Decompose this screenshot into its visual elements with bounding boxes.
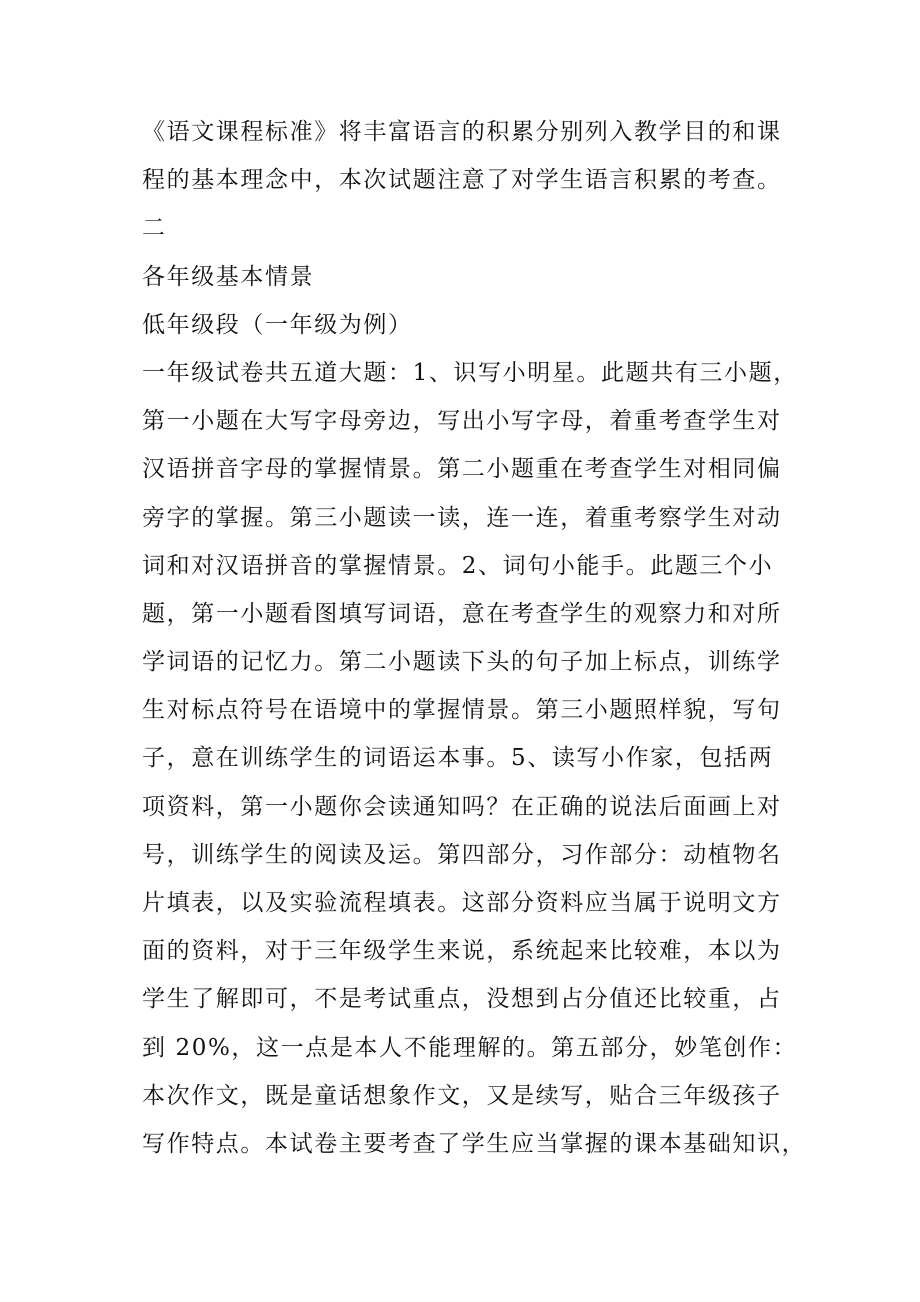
text-line: 子，意在训练学生的词语运本事。5、读写小作家，包括两 bbox=[142, 745, 774, 772]
text-line: 《语文课程标准》将丰富语言的积累分别列入教学目的和课 bbox=[142, 119, 782, 145]
text-line: 第一小题在大写字母旁边，写出小写字母，着重考查学生对 bbox=[142, 408, 782, 435]
text-line: 学生了解即可，不是考试重点，没想到占分值还比较重，占 bbox=[142, 986, 782, 1013]
text-line: 题，第一小题看图填写词语，意在考查学生的观察力和对所 bbox=[142, 600, 782, 627]
text-line: 本次作文，既是童话想象作文，又是续写，贴合三年级孩子 bbox=[142, 1082, 782, 1109]
text-line: 号，训练学生的阅读及运。第四部分，习作部分：动植物名 bbox=[142, 841, 782, 868]
text-line: 程的基本理念中，本次试题注意了对学生语言积累的考查。 bbox=[142, 167, 782, 194]
document-body-text bbox=[142, 108, 807, 1168]
text-line: 项资料，第一小题你会读通知吗？在正确的说法后面画上对 bbox=[142, 793, 782, 820]
section-number: 二 bbox=[142, 215, 167, 242]
section-heading: 各年级基本情景 bbox=[142, 263, 315, 290]
text-line: 一年级试卷共五道大题：1、识写小明星。此题共有三小题， bbox=[142, 359, 798, 386]
text-line: 汉语拼音字母的掌握情景。第二小题重在考查学生对相同偏 bbox=[142, 456, 782, 483]
text-line: 片填表，以及实验流程填表。这部分资料应当属于说明文方 bbox=[142, 890, 782, 916]
text-line: 面的资料，对于三年级学生来说，系统起来比较难，本以为 bbox=[142, 938, 782, 965]
text-line: 到 20%，这一点是本人不能理解的。第五部分，妙笔创作： bbox=[142, 1034, 798, 1061]
text-line: 词和对汉语拼音的掌握情景。2、词句小能手。此题三个小 bbox=[142, 552, 774, 579]
text-line: 生对标点符号在语境中的掌握情景。第三小题照样貌，写句 bbox=[142, 697, 782, 724]
subsection-heading: 低年级段（一年级为例） bbox=[142, 311, 413, 338]
text-line: 写作特点。本试卷主要考查了学生应当掌握的课本基础知识， bbox=[142, 1130, 807, 1157]
text-line: 旁字的掌握。第三小题读一读，连一连，着重考察学生对动 bbox=[142, 504, 782, 531]
text-line: 学词语的记忆力。第二小题读下头的句子加上标点，训练学 bbox=[142, 649, 782, 676]
